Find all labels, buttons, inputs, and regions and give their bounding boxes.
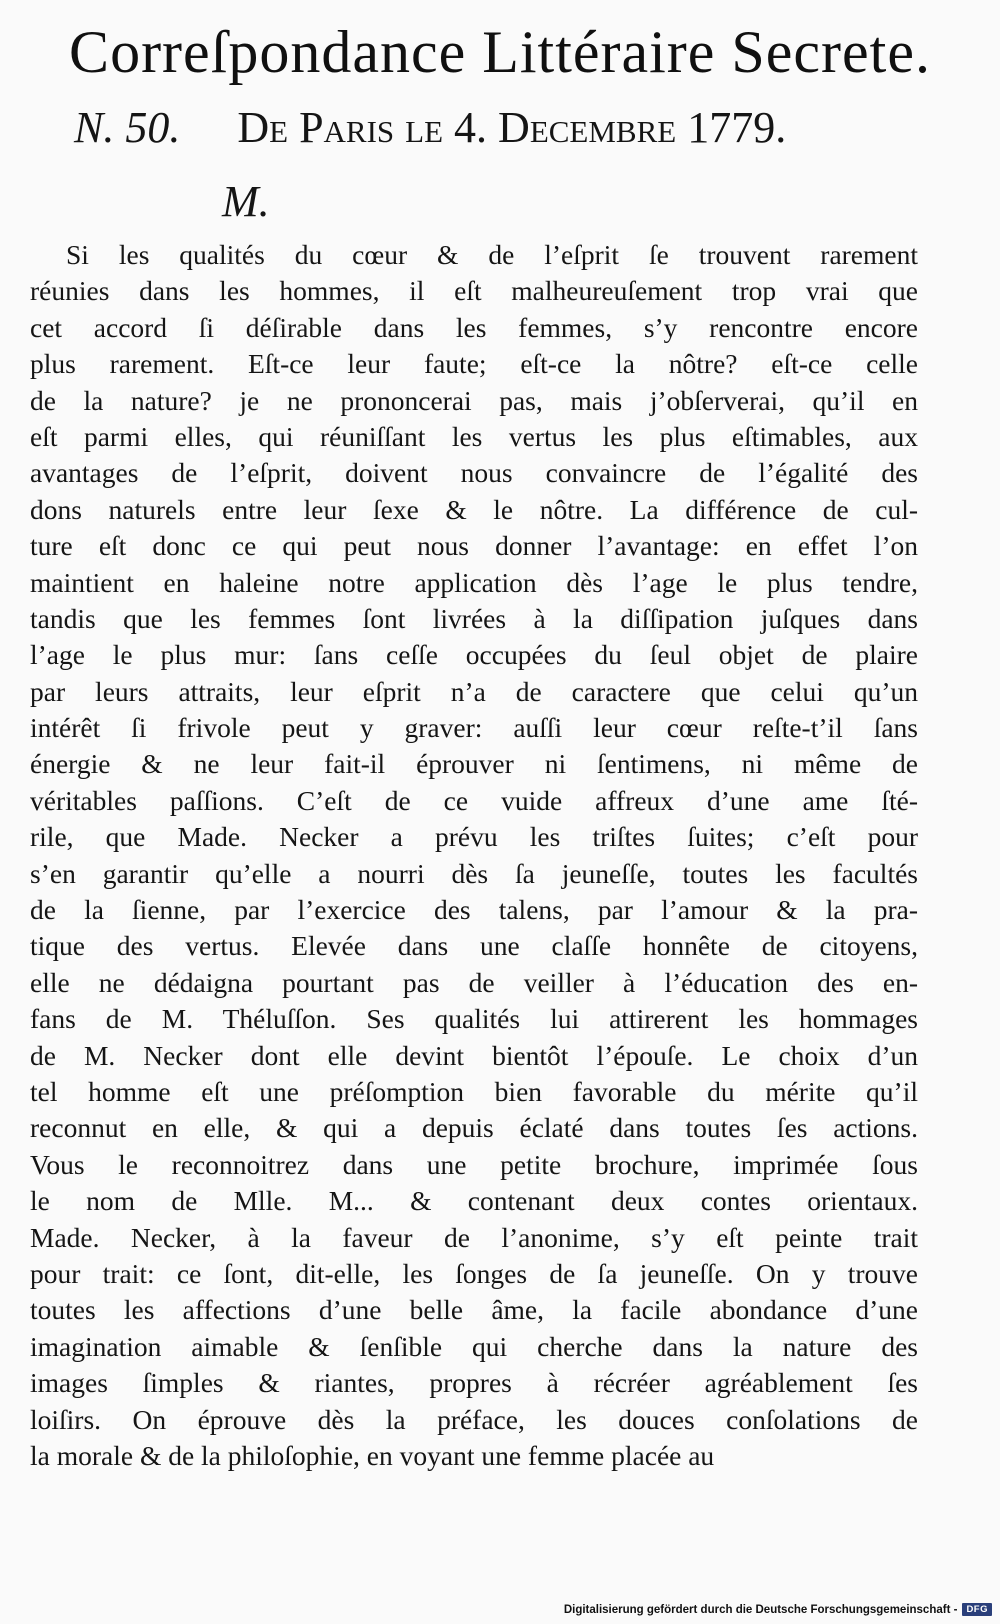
text-line: s’en garantir qu’elle a nourri dès ſa jeuneſſe, toutes les facultés — [30, 857, 918, 889]
text-line: dons naturels entre leur ſexe & le nôtre. La différence de cul- — [30, 493, 918, 525]
text-line: rile, que Made. Necker a prévu les triſtes ſuites; c’eſt pour — [30, 821, 918, 853]
text-line: loiſirs. On éprouve dès la préface, les douces conſolations de — [30, 1403, 918, 1435]
text-line: eſt parmi elles, qui réuniſſant les vertus les plus eſtimables, aux — [30, 420, 918, 452]
text-line: imagination aimable & ſenſible qui cherche dans la nature des — [30, 1330, 918, 1362]
text-line: énergie & ne leur fait-il éprouver ni ſentimens, ni même de — [30, 748, 918, 780]
text-line: Si les qualités du cœur & de l’eſprit ſe trouvent rarement — [66, 239, 918, 270]
text-line: fans de M. Théluſſon. Ses qualités lui attirerent les hommages — [30, 1003, 918, 1035]
digitization-credit — [564, 1603, 992, 1616]
text-line: Made. Necker, à la faveur de l’anonime, s’y eſt peinte trait — [30, 1221, 918, 1253]
issue-number: N. 50. — [74, 103, 181, 152]
text-line: de la nature? je ne prononcerai pas, mais j’obſerverai, qu’il en — [30, 384, 918, 416]
text-line: maintient en haleine notre application dès l’age le plus tendre, — [30, 566, 918, 598]
text-line: tique des vertus. Elevée dans une claſſe honnête de citoyens, — [30, 930, 918, 962]
text-line: de M. Necker dont elle devint bientôt l’épouſe. Le choix d’un — [30, 1039, 918, 1071]
salutation: M. — [222, 177, 270, 226]
masthead-title: Correſpondance Littéraire Secrete. — [69, 19, 931, 85]
text-line: le nom de Mlle. M... & contenant deux contes orientaux. — [30, 1185, 918, 1217]
text-line: plus rarement. Eſt-ce leur faute; eſt-ce la nôtre? eſt-ce celle — [30, 348, 918, 380]
text-line: ture eſt donc ce qui peut nous donner l’avantage: en effet l’on — [30, 530, 918, 562]
letter-body — [30, 237, 918, 1474]
text-line: avantages de l’eſprit, doivent nous convaincre de l’égalité des — [30, 457, 918, 489]
text-line: réunies dans les hommes, il eſt malheureuſement trop vrai que — [30, 275, 918, 307]
text-line: par leurs attraits, leur eſprit n’a de caractere que celui qu’un — [30, 675, 918, 707]
text-line: toutes les affections d’une belle âme, la facile abondance d’une — [30, 1294, 918, 1326]
text-line: cet accord ſi déſirable dans les femmes, s’y rencontre encore — [30, 311, 918, 343]
text-line: Vous le reconnoitrez dans une petite brochure, imprimée ſous — [30, 1148, 918, 1180]
text-line: véritables paſſions. C’eſt de ce vuide affreux d’une ame ſté- — [30, 784, 918, 816]
text-line: tandis que les femmes ſont livrées à la diſſipation juſques dans — [30, 602, 918, 634]
text-line: elle ne dédaigna pourtant pas de veiller à l’éducation des en- — [30, 966, 918, 998]
text-line: tel homme eſt une préſomption bien favorable du mérite qu’il — [30, 1075, 918, 1107]
text-line: l’age le plus mur: ſans ceſſe occupées du ſeul objet de plaire — [30, 639, 918, 671]
dfg-logo: DFG — [962, 1603, 992, 1616]
text-line: intérêt ſi frivole peut y graver: auſſi leur cœur reſte-t’il ſans — [30, 712, 918, 744]
text-line: images ſimples & riantes, propres à récréer agréablement ſes — [30, 1367, 918, 1399]
issue-header — [74, 98, 786, 158]
text-line: pour trait: ce ſont, dit-elle, les ſonges de ſa jeuneſſe. On y trouve — [30, 1257, 918, 1289]
dateline: De Paris le 4. Decembre 1779. — [237, 103, 787, 152]
text-line: la morale & de la philoſophie, en voyant une femme placée au — [30, 1439, 715, 1471]
credit-text: Digitalisierung gefördert durch die Deutsche Forschungsgemeinschaft - — [563, 1603, 958, 1616]
text-line: de la ſienne, par l’exercice des talens, par l’amour & la pra- — [30, 894, 918, 926]
text-line: reconnut en elle, & qui a depuis éclaté dans toutes ſes actions. — [30, 1112, 918, 1144]
